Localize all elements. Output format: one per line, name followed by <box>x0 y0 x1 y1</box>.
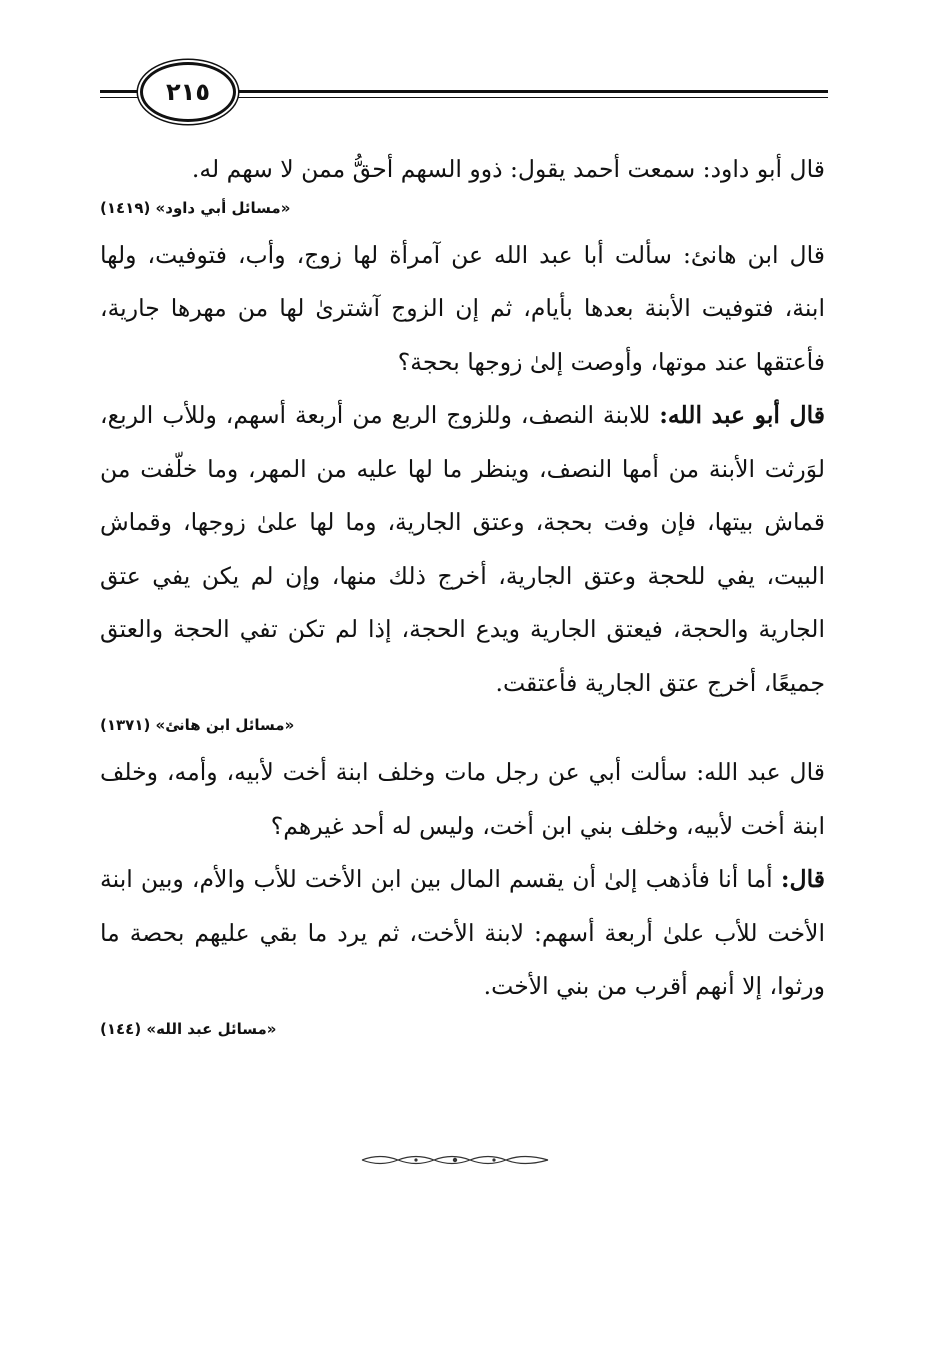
speaker-label: قال: <box>780 865 825 893</box>
paragraph-text: قال عبد الله: سألت أبي عن رجل مات وخلف ابنة أخت لأبيه، وأمه، وخلف ابنة أخت لأبيه، وخلف بني ابن أخت، وليس له أحد غيرهم؟ <box>100 758 825 840</box>
page-number: ٢١٥ <box>140 62 236 122</box>
source-citation: «مسائل ابن هانئ» (١٣٧١) <box>100 716 295 734</box>
source-citation: «مسائل أبي داود» (١٤١٩) <box>100 198 291 217</box>
source-citation: «مسائل عبد الله» (١٤٤) <box>100 1019 277 1038</box>
paragraph-text: قال أبو داود: سمعت أحمد يقول: ذوو السهم أحقُّ ممن لا سهم له. <box>191 155 825 183</box>
paragraph-text: للابنة النصف، وللزوج الربع من أربعة أسهم، وللأب الربع، لوَرثت الأبنة من أمها النصف، وينظر ما لها عليه من المهر، وما خلّفت من قماش بيتها، فإن وفت بحجة، وعتق الجارية، وما لها علىٰ زوجها، وقماش البيت، يفي للحجة وعتق الجارية، أخرج ذلك منها، وإن لم يكن يفي عتق الجارية والحجة، فيعتق الجارية ويدع الحجة، إذا لم تكن تفي الحجة والعتق جميعًا، أخرج عتق الجارية فأعتقت. <box>100 401 825 697</box>
page-header <box>100 62 828 126</box>
paragraph-text: قال ابن هانئ: سألت أبا عبد الله عن آمرأة لها زوج، وأب، فتوفيت، ولها ابنة، فتوفيت الأبنة بعدها بأيام، ثم إن الزوج آشترىٰ لها من مهرها جارية، فأعتقها عند موتها، وأوصت إلىٰ زوجها بحجة؟ <box>100 240 825 376</box>
speaker-label: قال أبو عبد الله: <box>659 401 825 429</box>
paragraph-abu-abdullah-answer <box>100 389 825 710</box>
paragraph-abdullah-question <box>100 746 825 853</box>
decorative-ornament <box>360 1153 550 1167</box>
paragraph-abu-dawud <box>100 143 825 197</box>
page-body <box>100 143 825 1050</box>
paragraph-text: أما أنا فأذهب إلىٰ أن يقسم المال بين ابن الأخت للأب والأم، وبين ابنة الأخت للأب علىٰ أربعة أسهم: لابنة الأخت، ثم يرد ما بقي عليهم بحصة ما ورثوا، إلا أنهم أقرب من بني الأخت. <box>100 865 825 1000</box>
paragraph-ibn-hani-question <box>100 229 825 390</box>
paragraph-abdullah-answer <box>100 853 825 1014</box>
